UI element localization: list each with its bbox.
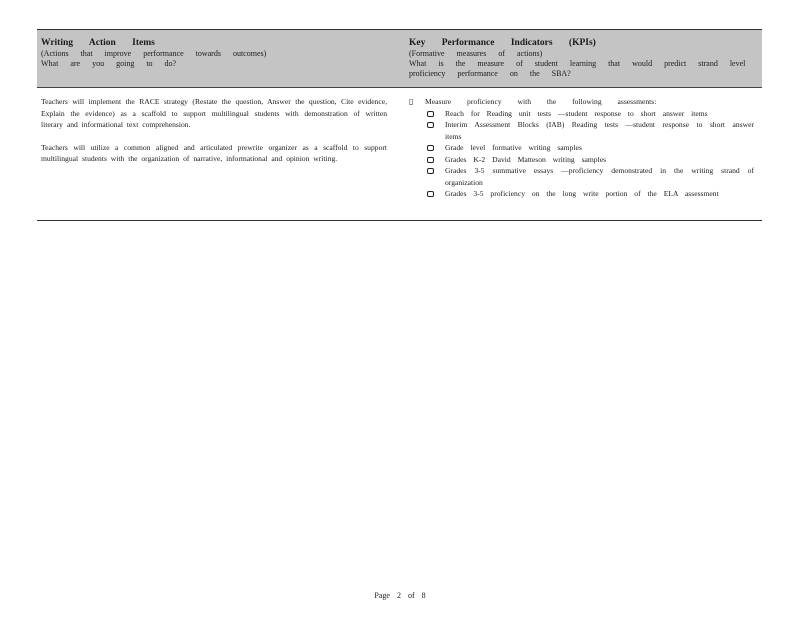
table-header-row [37, 30, 762, 88]
page-number: Page 2 of 8 [374, 591, 426, 600]
square-bullet-icon: ▯ [409, 97, 414, 106]
kpi-main-item-text: Measure proficiency with the following assessments: [425, 97, 657, 106]
writing-action-items-subtitle: (Actions that improve performance towards outcomes) [41, 49, 267, 58]
circle-bullet-icon [427, 168, 434, 174]
circle-bullet-icon [427, 111, 434, 117]
action-item-paragraph: Teachers will utilize a common aligned and articulated prewrite organizer as a scaffold to support multilingual students with the organization of narrative, informational and opinion writing. [41, 142, 387, 163]
kpi-assessment-list [409, 108, 754, 200]
action-kpi-table [37, 29, 762, 221]
writing-action-items-title: Writing Action Items [41, 38, 155, 48]
writing-action-items-cell [41, 96, 387, 176]
list-item [409, 154, 754, 166]
kpi-header [409, 37, 754, 79]
list-item-text: Reach for Reading unit tests —student response to short answer items [445, 108, 708, 118]
list-item [409, 165, 754, 188]
circle-bullet-icon [427, 157, 434, 163]
list-item-text: Grade level formative writing samples [445, 143, 582, 152]
list-item [409, 142, 754, 154]
kpi-cell [409, 96, 754, 200]
list-item-text: Grades K-2 David Matteson writing samples [445, 154, 607, 164]
kpi-main-item [409, 96, 754, 108]
list-item [409, 108, 754, 120]
action-item-paragraph: Teachers will implement the RACE strategy (Restate the question, Answer the question, Cite evidence, Explain the evidence) as a scaffold to support multilingual students with demonstration of written literary and informational text comprehension. [41, 97, 387, 129]
list-item [409, 188, 754, 200]
kpi-title: Key Performance Indicators (KPIs) [409, 38, 596, 48]
kpi-subtitle: (Formative measures of actions) [409, 49, 543, 58]
list-item-text: Grades 3-5 summative essays —proficiency demonstrated in the writing strand of organization [445, 166, 754, 187]
writing-action-items-question: What are you going to do? [41, 59, 177, 68]
list-item-text: Grades 3-5 proficiency on the long write portion of the ELA assessment [445, 189, 719, 198]
circle-bullet-icon [427, 122, 434, 128]
writing-action-items-header [41, 37, 391, 69]
list-item-text: Interim Assessment Blocks (IAB) Reading tests —student response to short answer items [445, 120, 754, 141]
list-item [409, 119, 754, 142]
kpi-question: What is the measure of student learning that would predict strand level proficiency performance on the SBA? [409, 59, 746, 78]
circle-bullet-icon [427, 191, 434, 197]
circle-bullet-icon [427, 145, 434, 151]
